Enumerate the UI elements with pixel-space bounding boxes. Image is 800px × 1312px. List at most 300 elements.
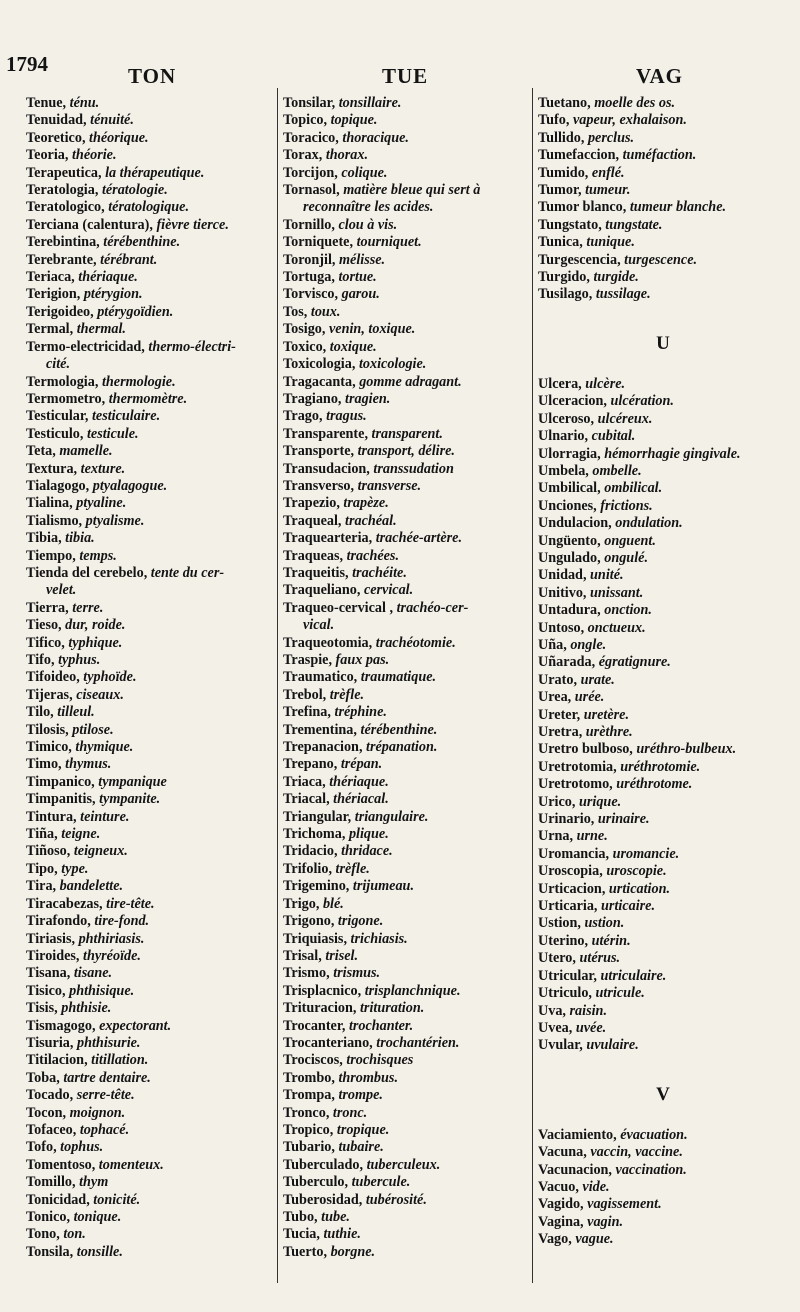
- dictionary-entry: [538, 672, 788, 689]
- entry-translation: ptyalisme.: [85, 512, 145, 529]
- entry-term: Trebol,: [283, 686, 330, 703]
- entry-translation: urne.: [576, 828, 608, 845]
- dictionary-entry: [538, 1231, 788, 1248]
- entry-term: Uromancia,: [538, 845, 613, 862]
- dictionary-entry: [283, 1192, 533, 1209]
- entry-translation: ulcéreux.: [597, 410, 653, 427]
- entry-translation: turgescence.: [624, 251, 698, 268]
- entry-translation: cité.: [46, 356, 71, 373]
- entry-translation: temps.: [79, 547, 117, 564]
- entry-term: Ulorragia,: [538, 445, 605, 462]
- entry-translation: ténu.: [69, 95, 100, 111]
- entry-term: Unitivo,: [538, 584, 591, 601]
- dictionary-entry: [26, 1139, 276, 1156]
- dictionary-entry: [26, 791, 276, 808]
- entry-translation: tonsillaire.: [338, 95, 402, 111]
- entry-translation: trachéo-cer-: [396, 599, 469, 616]
- dictionary-entry: [283, 269, 533, 286]
- entry-translation: évacuation.: [620, 1126, 688, 1143]
- dictionary-entry: [283, 391, 533, 408]
- dictionary-entry: [283, 426, 533, 443]
- dictionary-entry: [283, 756, 533, 773]
- entry-term: Trompa,: [283, 1087, 339, 1104]
- entry-translation: urique.: [578, 793, 622, 810]
- entry-translation: utricule.: [595, 985, 645, 1002]
- entry-translation: onctueux.: [587, 619, 646, 636]
- entry-translation: uromancie.: [612, 845, 680, 862]
- entry-translation: unité.: [590, 567, 624, 584]
- dictionary-entry: [283, 635, 533, 652]
- dictionary-entry: [26, 495, 276, 512]
- entry-translation: teigneux.: [73, 843, 128, 860]
- dictionary-entry: [26, 669, 276, 686]
- entry-term: Trifolio,: [283, 860, 336, 877]
- entry-term: Tornillo,: [283, 216, 339, 233]
- entry-translation: raisin.: [569, 1002, 607, 1019]
- page-number: 1794: [6, 52, 48, 76]
- entry-translation: uretère.: [583, 706, 630, 723]
- entry-translation: ténuité.: [90, 112, 134, 129]
- entry-translation: tuthie.: [323, 1226, 361, 1243]
- dictionary-entry: [538, 411, 788, 428]
- entry-translation: velet.: [46, 582, 77, 599]
- dictionary-entry: [26, 652, 276, 669]
- entry-term: Trisal,: [283, 947, 326, 964]
- entry-term: Urna,: [538, 828, 577, 845]
- entry-term: Termologia,: [26, 373, 102, 390]
- dictionary-entry: [538, 602, 788, 619]
- dictionary-entry: [26, 878, 276, 895]
- entry-term: Vacuo,: [538, 1178, 583, 1195]
- entry-translation: onguent.: [604, 532, 656, 549]
- dictionary-entry: [26, 617, 276, 634]
- entry-term: Ulceracion,: [538, 393, 611, 410]
- dictionary-entry: [283, 582, 533, 599]
- dictionary-entry: [283, 217, 533, 234]
- entry-translation: trompe.: [338, 1087, 383, 1104]
- dictionary-entry: [26, 739, 276, 756]
- entry-translation: urtication.: [608, 880, 671, 897]
- entry-translation: expectorant.: [99, 1017, 172, 1034]
- entry-translation: mamelle.: [59, 443, 113, 460]
- entry-translation: tibia.: [65, 530, 95, 547]
- entry-translation: tréphine.: [334, 704, 387, 721]
- entry-translation: vide.: [582, 1178, 610, 1195]
- dictionary-entry: [283, 1244, 533, 1261]
- entry-translation: tortue.: [338, 269, 377, 286]
- entry-term: Tubario,: [283, 1139, 339, 1156]
- entry-term: Tialagogo,: [26, 477, 93, 494]
- entry-term: Tiroides,: [26, 947, 84, 964]
- dictionary-entry: [26, 374, 276, 391]
- entry-translation: tungstate.: [605, 216, 663, 233]
- entry-term: Trapezio,: [283, 495, 344, 512]
- entry-translation: la thérapeutique.: [105, 164, 205, 181]
- entry-term: Vacuna,: [538, 1144, 591, 1161]
- entry-translation: moelle des os.: [594, 95, 676, 111]
- entry-translation: cervical.: [363, 582, 414, 599]
- dictionary-entry-continuation: [26, 582, 276, 599]
- dictionary-entry: [538, 881, 788, 898]
- entry-translation: perclus.: [587, 129, 635, 146]
- dictionary-entry: [283, 252, 533, 269]
- entry-translation: typhoïde.: [83, 669, 137, 686]
- entry-term: Tosigo,: [283, 321, 329, 338]
- entry-term: Triangular,: [283, 808, 355, 825]
- dictionary-entry: [538, 463, 788, 480]
- dictionary-entry: [26, 1000, 276, 1017]
- entry-translation: phthisurie.: [77, 1034, 141, 1051]
- entry-translation: cubital.: [591, 428, 636, 445]
- entry-translation: borgne.: [330, 1243, 376, 1260]
- entry-translation: thymus.: [65, 756, 112, 773]
- entry-term: Uñarada,: [538, 654, 599, 671]
- entry-translation: tympanite.: [99, 791, 161, 808]
- dictionary-entry: [26, 756, 276, 773]
- dictionary-entry: [26, 95, 276, 112]
- entry-translation: vagissement.: [587, 1196, 662, 1213]
- entry-translation: trochanter.: [348, 1017, 414, 1034]
- entry-term: Uvea,: [538, 1019, 576, 1036]
- entry-term: Tibia,: [26, 530, 66, 547]
- dictionary-entry: [283, 321, 533, 338]
- entry-term: Timico,: [26, 739, 76, 756]
- entry-term: Titilacion,: [26, 1052, 92, 1069]
- entry-translation: tente du cer-: [150, 564, 225, 581]
- entry-translation: térébenthine.: [103, 234, 181, 251]
- dictionary-entry: [283, 652, 533, 669]
- entry-translation: thrombus.: [338, 1069, 398, 1086]
- entry-term: Teriaca,: [26, 269, 79, 286]
- entry-translation: phthisie.: [61, 1000, 112, 1017]
- entry-term: Tofaceo,: [26, 1121, 80, 1138]
- entry-translation: uréthro-bulbeux.: [636, 741, 737, 758]
- entry-translation: tourniquet.: [356, 234, 422, 251]
- entry-term: Tumor,: [538, 182, 586, 199]
- dictionary-entry: [283, 791, 533, 808]
- entry-term: Turgescencia,: [538, 251, 625, 268]
- dictionary-entry: [26, 635, 276, 652]
- dictionary-entry: [283, 165, 533, 182]
- entry-term: Transudacion,: [283, 460, 374, 477]
- entry-term: Tiracabezas,: [26, 895, 107, 912]
- dictionary-entry: [538, 637, 788, 654]
- entry-term: Vacunacion,: [538, 1161, 616, 1178]
- dictionary-entry: [283, 147, 533, 164]
- entry-term: Teratologia,: [26, 182, 102, 199]
- entry-term: Tifoideo,: [26, 669, 84, 686]
- entry-translation: type.: [61, 860, 89, 877]
- dictionary-entry: [283, 809, 533, 826]
- entry-translation: garou.: [341, 286, 380, 303]
- dictionary-entry: [283, 1018, 533, 1035]
- dictionary-entry: [538, 1144, 788, 1161]
- entry-translation: trisel.: [325, 947, 359, 964]
- entry-translation: térébenthine.: [360, 721, 438, 738]
- dictionary-entry: [283, 182, 533, 199]
- dictionary-entry: [283, 1052, 533, 1069]
- dictionary-entry: [26, 443, 276, 460]
- entry-translation: tubérosité.: [365, 1191, 427, 1208]
- entry-translation: uvée.: [575, 1019, 607, 1036]
- entry-translation: texture.: [80, 460, 126, 477]
- entry-term: Uretra,: [538, 724, 586, 740]
- dictionary-entry: [26, 548, 276, 565]
- entry-translation: blé.: [322, 895, 344, 912]
- entry-term: Textura,: [26, 460, 81, 477]
- entry-term: Vagido,: [538, 1196, 588, 1213]
- entry-translation: vapeur, exhalaison.: [572, 112, 687, 129]
- dictionary-entry: [283, 687, 533, 704]
- entry-term: Transparente,: [283, 425, 372, 442]
- entry-term: Tilosis,: [26, 721, 73, 738]
- entry-translation: trépanation.: [366, 739, 438, 756]
- entry-translation: ciseaux.: [76, 686, 124, 703]
- entry-translation: testicule.: [86, 425, 139, 442]
- entry-translation: transparent.: [371, 425, 443, 442]
- entry-translation: tire-tête.: [106, 895, 155, 912]
- dictionary-entry: [538, 950, 788, 967]
- entry-translation: thoracique.: [342, 129, 409, 146]
- entry-term: Uña,: [538, 636, 571, 653]
- entry-term: Utricular,: [538, 967, 601, 984]
- entry-translation: thyréoïde.: [83, 947, 141, 964]
- dictionary-entry: [538, 1037, 788, 1054]
- entry-translation: trépan.: [340, 756, 383, 773]
- dictionary-entry: [283, 1087, 533, 1104]
- entry-term: Trigemino,: [283, 878, 353, 895]
- entry-term: Tialismo,: [26, 512, 86, 529]
- entry-translation: tragien.: [345, 390, 391, 407]
- dictionary-entry: [283, 112, 533, 129]
- dictionary-entry: [26, 391, 276, 408]
- dictionary-entry: [538, 689, 788, 706]
- dictionary-entry: [26, 913, 276, 930]
- entry-term: Tisico,: [26, 982, 70, 999]
- entry-term: Trigo,: [283, 895, 323, 912]
- entry-term: Traumatico,: [283, 669, 361, 686]
- entry-term: Tufo,: [538, 112, 573, 129]
- entry-term: Tiriasis,: [26, 930, 79, 947]
- entry-translation: urate.: [580, 671, 615, 688]
- dictionary-entry: [538, 1214, 788, 1231]
- entry-term: Uvular,: [538, 1037, 587, 1054]
- entry-translation: trachéotomie.: [375, 634, 456, 651]
- entry-translation: tunique.: [586, 234, 635, 251]
- entry-term: Termal,: [26, 321, 77, 338]
- dictionary-entry: [538, 1020, 788, 1037]
- entry-term: Utero,: [538, 950, 580, 967]
- dictionary-entry-continuation: [283, 199, 533, 216]
- dictionary-entry: [26, 1035, 276, 1052]
- entry-term: Teoria,: [26, 147, 72, 164]
- dictionary-entry: [26, 112, 276, 129]
- dictionary-entry: [538, 724, 788, 741]
- entry-term: Teta,: [26, 443, 60, 460]
- entry-translation: ptérygion.: [83, 286, 143, 303]
- entry-translation: thériaque.: [78, 269, 138, 286]
- dictionary-entry: [538, 428, 788, 445]
- dictionary-entry: [26, 252, 276, 269]
- entry-translation: tympanique: [98, 773, 167, 790]
- entry-term: Tuetano,: [538, 95, 595, 111]
- entry-translation: théorie.: [71, 147, 117, 164]
- dictionary-entry: [26, 269, 276, 286]
- entry-translation: dur, roide.: [65, 617, 126, 634]
- dictionary-entry: [283, 843, 533, 860]
- entry-translation: trochantérien.: [376, 1034, 460, 1051]
- entry-translation: thym: [79, 1174, 109, 1191]
- entry-translation: vague.: [575, 1231, 614, 1248]
- entry-term: Urico,: [538, 793, 579, 810]
- entry-translation: uroscopie.: [606, 863, 667, 880]
- entry-translation: venin, toxique.: [329, 321, 416, 338]
- dictionary-entry: [283, 704, 533, 721]
- entry-term: Uretrotomia,: [538, 758, 621, 775]
- dictionary-entry: [283, 130, 533, 147]
- entry-translation: trachéal.: [345, 512, 397, 529]
- dictionary-entry: [283, 286, 533, 303]
- entry-translation: ton.: [63, 1226, 86, 1243]
- entry-term: Vaciamiento,: [538, 1126, 621, 1143]
- entry-translation: ombelle.: [592, 462, 642, 479]
- entry-term: Uroscopia,: [538, 863, 607, 880]
- dictionary-entry: [283, 1174, 533, 1191]
- entry-term: Tuberculado,: [283, 1156, 367, 1173]
- entry-translation: utriculaire.: [600, 967, 667, 984]
- entry-term: Unciones,: [538, 497, 601, 514]
- dictionary-entry: [283, 669, 533, 686]
- running-head-left: TON: [128, 64, 177, 88]
- dictionary-entry: [283, 1000, 533, 1017]
- entry-translation: thermologie.: [101, 373, 176, 390]
- entry-translation: testiculaire.: [91, 408, 161, 425]
- entry-translation: ulcération.: [610, 393, 674, 410]
- entry-term: Toba,: [26, 1069, 64, 1086]
- entry-translation: typhus.: [58, 652, 101, 668]
- dictionary-entry: [283, 1139, 533, 1156]
- entry-term: Umbilical,: [538, 480, 605, 497]
- entry-translation: onction.: [604, 602, 652, 619]
- entry-term: Tiña,: [26, 826, 62, 843]
- entry-translation: thériaque.: [329, 773, 389, 790]
- entry-term: Tisana,: [26, 965, 74, 982]
- entry-term: Tomentoso,: [26, 1156, 99, 1173]
- dictionary-entry: [538, 811, 788, 828]
- entry-translation: tussilage.: [595, 286, 651, 303]
- entry-term: Ustion,: [538, 915, 585, 932]
- dictionary-entry: [26, 565, 276, 582]
- dictionary-entry: [538, 898, 788, 915]
- entry-translation: tumeur blanche.: [629, 199, 727, 216]
- entry-translation: ptyalagogue.: [92, 477, 168, 494]
- entry-term: Urticacion,: [538, 880, 609, 897]
- dictionary-entry: [538, 446, 788, 463]
- entry-translation: unissant.: [590, 584, 644, 601]
- dictionary-entry: [538, 968, 788, 985]
- entry-term: Tirafondo,: [26, 913, 95, 930]
- entry-term: Tocon,: [26, 1104, 70, 1121]
- entry-term: Urinario,: [538, 811, 598, 828]
- entry-translation: tilleul.: [57, 704, 95, 721]
- entry-translation: trèfle.: [335, 860, 370, 877]
- dictionary-entry: [283, 861, 533, 878]
- entry-term: Tisuria,: [26, 1034, 77, 1051]
- entry-translation: thermo-électri-: [148, 338, 236, 355]
- column-rule-1: [277, 88, 278, 1283]
- dictionary-entry: [26, 600, 276, 617]
- entry-translation: ondulation.: [615, 515, 683, 532]
- entry-translation: thorax.: [325, 147, 369, 164]
- entry-term: Tornasol,: [283, 182, 344, 199]
- entry-translation: hémorrhagie gingivale.: [604, 445, 741, 462]
- entry-translation: toxicologie.: [358, 356, 427, 373]
- entry-translation: ongulé.: [604, 549, 648, 566]
- entry-term: Tragacanta,: [283, 373, 360, 390]
- entry-term: Tira,: [26, 878, 60, 895]
- entry-term: Traqueotomia,: [283, 634, 376, 651]
- entry-translation: trijumeau.: [352, 878, 414, 895]
- entry-translation: colique.: [341, 164, 388, 181]
- entry-translation: uréthrotomie.: [620, 758, 701, 775]
- dictionary-entry: [26, 843, 276, 860]
- entry-translation: titillation.: [91, 1052, 149, 1069]
- entry-term: Tiempo,: [26, 547, 80, 564]
- dictionary-entry: [538, 1162, 788, 1179]
- dictionary-entry: [538, 95, 788, 112]
- entry-translation: ptilose.: [72, 721, 114, 738]
- entry-translation: ptérygoïdien.: [97, 303, 174, 320]
- entry-translation: tronc.: [332, 1104, 368, 1121]
- entry-translation: urée.: [574, 689, 605, 706]
- entry-term: Tusilago,: [538, 286, 596, 303]
- dictionary-entry: [283, 1209, 533, 1226]
- entry-term: Torvisco,: [283, 286, 342, 303]
- entry-translation: trigone.: [337, 913, 384, 930]
- entry-term: Trepano,: [283, 756, 341, 773]
- entry-term: Trocanter,: [283, 1017, 349, 1034]
- entry-term: Toxicologia,: [283, 356, 359, 373]
- dictionary-entry: [26, 722, 276, 739]
- entry-term: Uretro bulboso,: [538, 741, 637, 758]
- entry-translation: terre.: [72, 599, 104, 616]
- dictionary-entry: [283, 1070, 533, 1087]
- entry-term: Terebrante,: [26, 251, 101, 268]
- entry-term: Tronco,: [283, 1104, 333, 1121]
- dictionary-entry: [26, 1070, 276, 1087]
- entry-translation: ustion.: [584, 915, 625, 932]
- entry-term: Transporte,: [283, 443, 358, 460]
- entry-term: Testiculo,: [26, 425, 87, 442]
- entry-translation: mélisse.: [338, 251, 386, 268]
- dictionary-entry: [538, 863, 788, 880]
- running-head-right: VAG: [636, 64, 683, 88]
- entry-term: Uva,: [538, 1002, 570, 1019]
- dictionary-entry: [26, 461, 276, 478]
- entry-translation: teinture.: [80, 808, 130, 825]
- entry-term: Tonico,: [26, 1209, 74, 1225]
- dictionary-entry: [26, 1226, 276, 1243]
- dictionary-entry-continuation: [26, 356, 276, 373]
- dictionary-entry: [26, 234, 276, 251]
- entry-term: Trigono,: [283, 913, 338, 930]
- running-head-center: TUE: [382, 64, 429, 88]
- dictionary-entry: [26, 826, 276, 843]
- dictionary-entry: [283, 931, 533, 948]
- entry-term: Vago,: [538, 1231, 576, 1248]
- dictionary-entry: [26, 704, 276, 721]
- dictionary-entry: [26, 1192, 276, 1209]
